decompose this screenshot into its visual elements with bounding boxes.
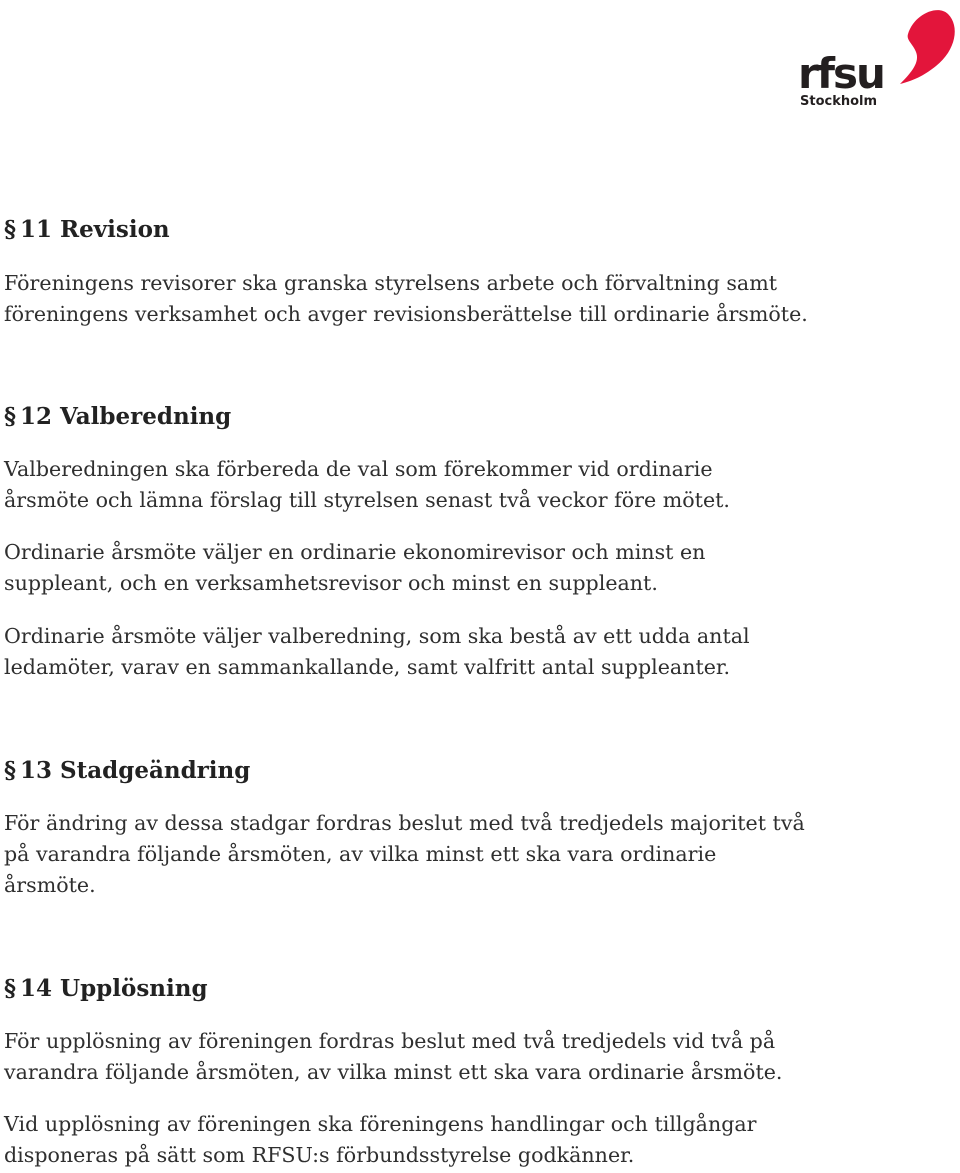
heart-icon bbox=[900, 10, 955, 84]
logo-subtitle: Stockholm bbox=[800, 94, 878, 109]
text-line: Valberedningen ska förbereda de val som förekommer vid ordinarie bbox=[4, 457, 713, 481]
section-12-paragraph-1 bbox=[4, 454, 730, 516]
section-title: 13 Stadgeändring bbox=[20, 757, 251, 784]
text-line: årsmöte och lämna förslag till styrelsen senast två veckor före mötet. bbox=[4, 488, 730, 512]
section-sign: § bbox=[4, 403, 17, 430]
section-sign: § bbox=[4, 757, 17, 784]
section-14-paragraph-2 bbox=[4, 1109, 757, 1171]
rfsu-stockholm-logo bbox=[796, 4, 960, 110]
section-11-paragraph-1 bbox=[4, 268, 808, 330]
text-line: För upplösning av föreningen fordras beslut med två tredjedels vid två på bbox=[4, 1029, 776, 1053]
text-line: ledamöter, varav en sammankallande, samt valfritt antal suppleanter. bbox=[4, 655, 731, 679]
section-heading-12 bbox=[4, 402, 231, 432]
section-sign: § bbox=[4, 216, 17, 243]
section-heading-14 bbox=[4, 974, 208, 1004]
section-title: 11 Revision bbox=[20, 216, 170, 243]
text-line: suppleant, och en verksamhetsrevisor och minst en suppleant. bbox=[4, 571, 658, 595]
text-line: föreningens verksamhet och avger revisionsberättelse till ordinarie årsmöte. bbox=[4, 302, 808, 326]
section-heading-13 bbox=[4, 756, 250, 786]
text-line: Ordinarie årsmöte väljer en ordinarie ekonomirevisor och minst en bbox=[4, 540, 706, 564]
section-12-paragraph-2 bbox=[4, 537, 705, 599]
text-line: Föreningens revisorer ska granska styrelsens arbete och förvaltning samt bbox=[4, 271, 778, 295]
text-line: på varandra följande årsmöten, av vilka minst ett ska vara ordinarie bbox=[4, 842, 717, 866]
text-line: För ändring av dessa stadgar fordras beslut med två tredjedels majoritet två bbox=[4, 811, 805, 835]
logo-graphic bbox=[796, 4, 960, 110]
text-line: disponeras på sätt som RFSU:s förbundsstyrelse godkänner. bbox=[4, 1143, 635, 1167]
text-line: Ordinarie årsmöte väljer valberedning, som ska bestå av ett udda antal bbox=[4, 624, 750, 648]
text-line: Vid upplösning av föreningen ska föreningens handlingar och tillgångar bbox=[4, 1112, 757, 1136]
section-title: 12 Valberedning bbox=[20, 403, 232, 430]
section-13-paragraph-1 bbox=[4, 808, 805, 901]
section-title: 14 Upplösning bbox=[20, 975, 208, 1002]
section-14-paragraph-1 bbox=[4, 1026, 782, 1088]
logo-wordmark: rfsu bbox=[798, 49, 884, 98]
text-line: årsmöte. bbox=[4, 873, 96, 897]
text-line: varandra följande årsmöten, av vilka minst ett ska vara ordinarie årsmöte. bbox=[4, 1060, 783, 1084]
section-sign: § bbox=[4, 975, 17, 1002]
section-heading-11 bbox=[4, 215, 170, 245]
section-12-paragraph-3 bbox=[4, 621, 750, 683]
